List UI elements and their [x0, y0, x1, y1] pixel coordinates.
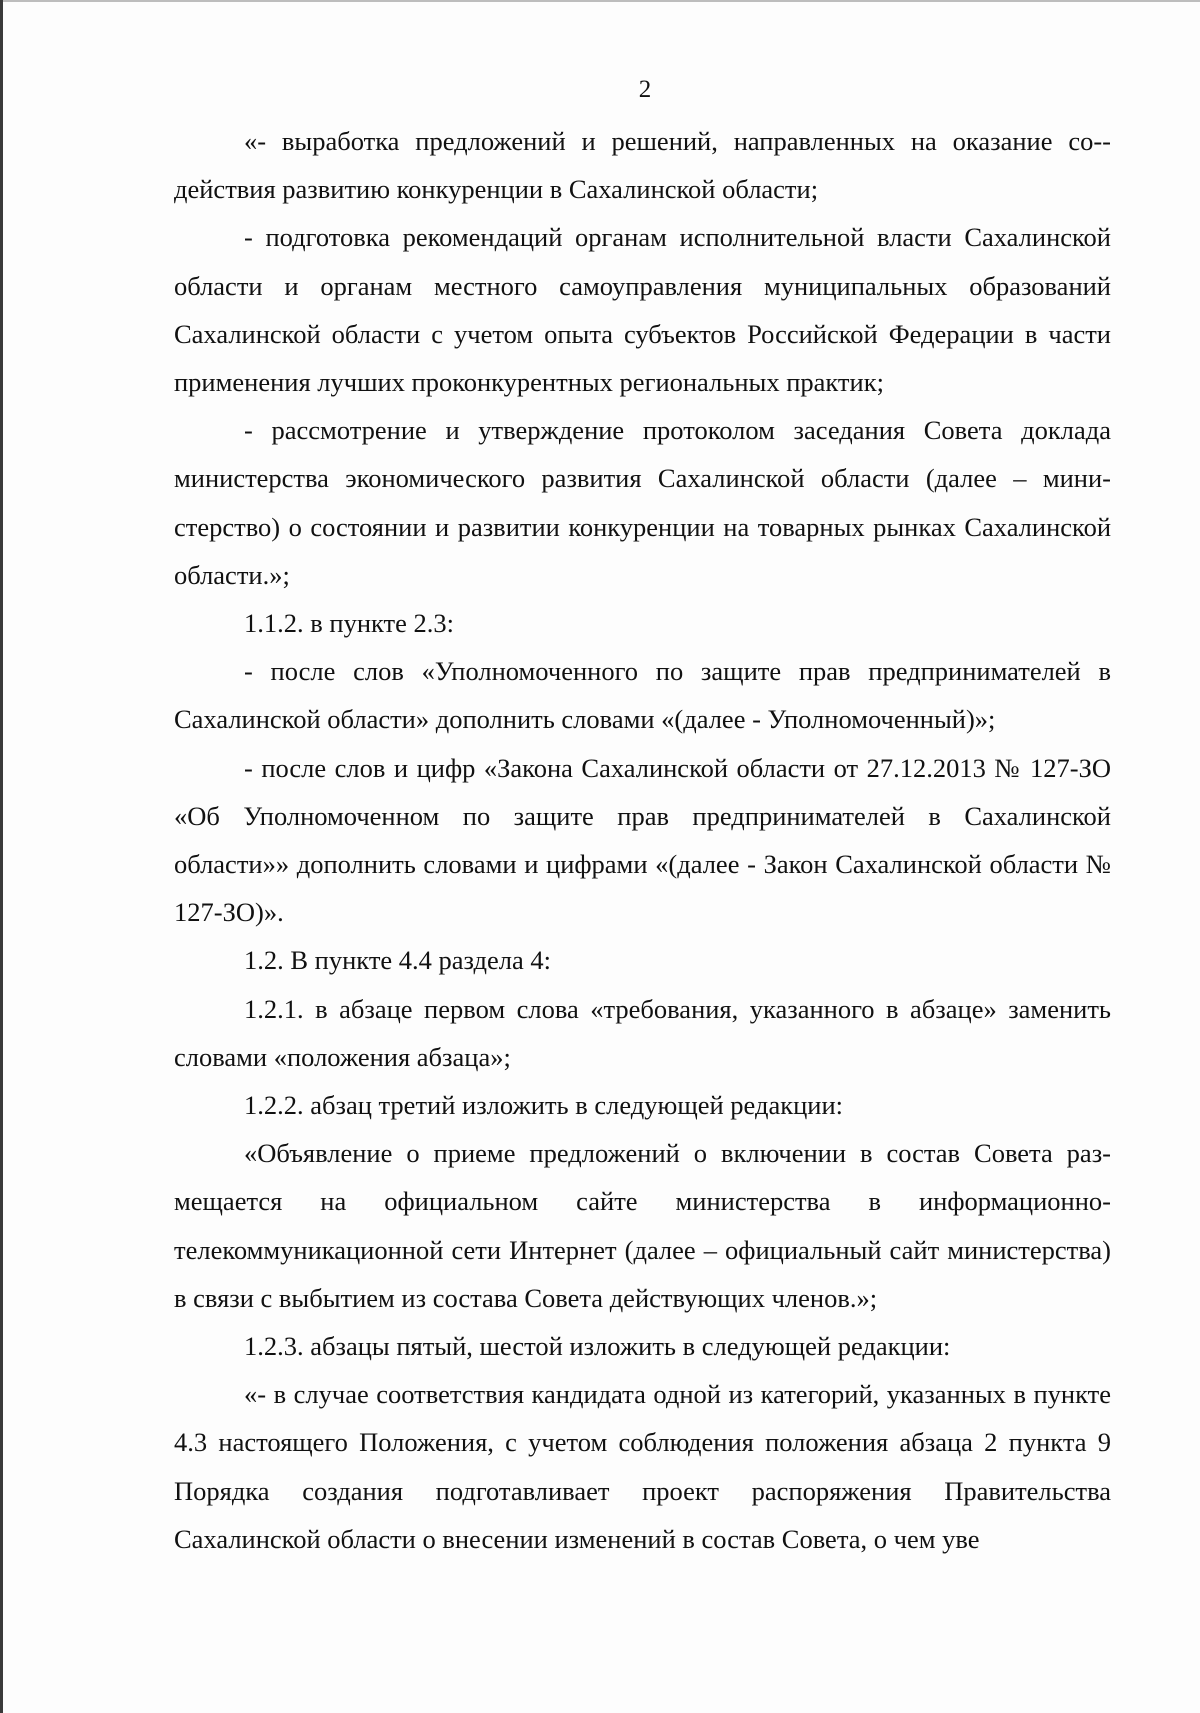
scan-top-edge: [0, 0, 1200, 2]
paragraph: - после слов «Уполномоченного по защите прав предпринимателей в Сахалинской области» дополнить словами «(далее - Уполномоченный)»;: [174, 656, 1111, 735]
paragraph: 1.2.1. в абзаце первом слова «требования, указанного в абзаце» заменить словами «положения абзаца»;: [174, 993, 1111, 1072]
paragraph: 1.1.2. в пункте 2.3:: [244, 608, 454, 639]
page-number: 2: [638, 76, 652, 103]
paragraph: - подготовка рекомендаций органам исполнительной власти Сахалинской области и органам местного самоуправления муниципальных образований Сахалинской области с учетом опыта субъектов Российской Федерации в части применения лучших проконкурентных региональных практик;: [174, 222, 1111, 398]
paragraph: «- в случае соответствия кандидата одной из категорий, указанных в пункте 4.3 настоящего Положения, с учетом соблюдения положения абзаца 2 пункта 9 Порядка создания подготавливает проект распоряжения Правительства Сахалинской области о внесении изменений в состав Совета, о чем уве: [174, 1379, 1111, 1554]
document-body: [174, 117, 1111, 1563]
scan-left-edge: [0, 0, 3, 1713]
paragraph: 1.2.3. абзацы пятый, шестой изложить в следующей редакции:: [244, 1331, 951, 1362]
paragraph: - после слов и цифр «Закона Сахалинской области от 27.12.2013 № 127-ЗО «Об Уполномоченном по защите прав предпринимателей в Сахалинской области»» дополнить словами и цифрами «(далее - Закон Сахалинской области № 127-ЗО)».: [174, 752, 1111, 928]
paragraph: 1.2. В пункте 4.4 раздела 4:: [244, 945, 552, 976]
paragraph: - рассмотрение и утверждение протоколом заседания Совета доклада министерства экономического развития Сахалинской области (далее – министерство) о состоянии и развитии конкуренции на товарных рынках Сахалинской области.»;: [174, 415, 1111, 590]
paragraph: 1.2.2. абзац третий изложить в следующей редакции:: [244, 1090, 843, 1121]
paragraph: «Объявление о приеме предложений о включении в состав Совета размещается на официальном сайте министерства в информационно-телекоммуникационной сети Интернет (далее – официальный сайт министерства) в связи с выбытием из состава Совета действующих членов.»;: [174, 1138, 1111, 1313]
paragraph: «- выработка предложений и решений, направленных на оказание со-действия развитию конкуренции в Сахалинской области;: [174, 126, 1111, 205]
